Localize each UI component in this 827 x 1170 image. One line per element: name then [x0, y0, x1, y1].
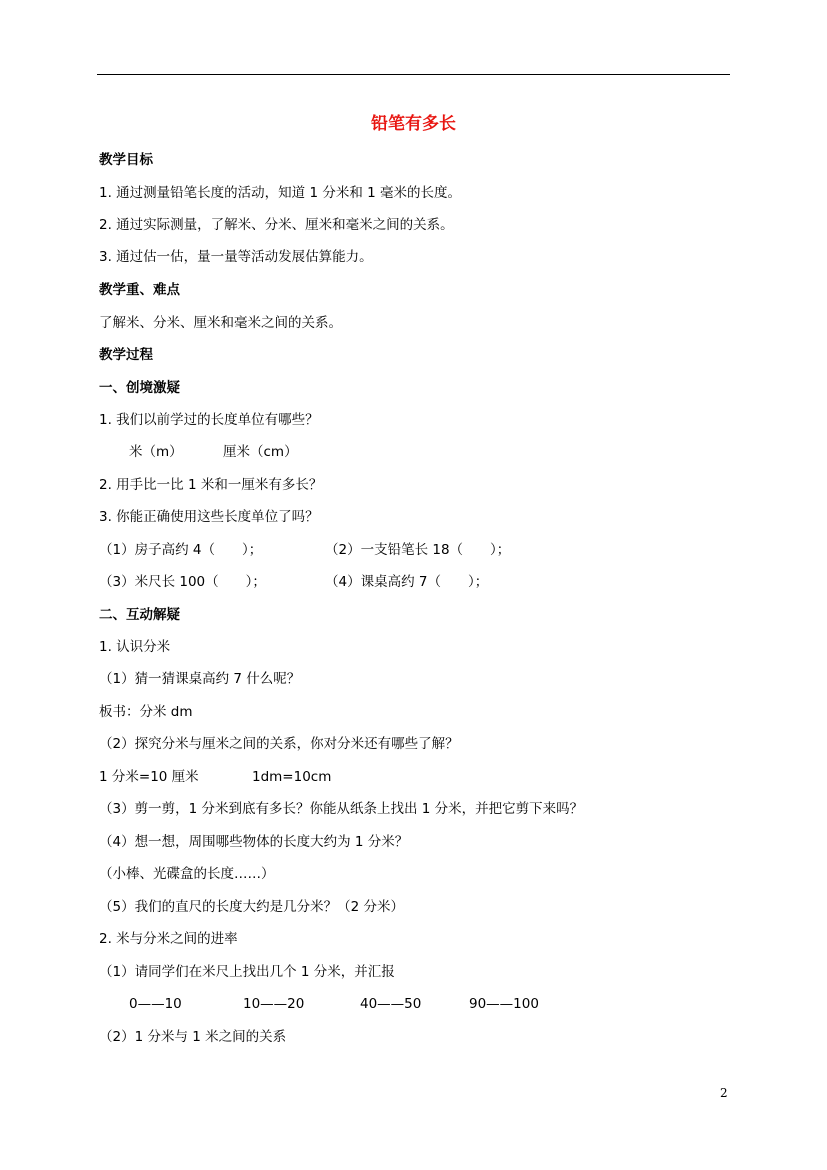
question-2: 2. 用手比一比 1 米和一厘米有多长？	[99, 477, 323, 493]
keypoints-text: 了解米、分米、厘米和毫米之间的关系。	[99, 315, 342, 331]
point-1-3: （3）剪一剪，1 分米到底有多长？你能从纸条上找出 1 分米，并把它剪下来吗？	[99, 801, 584, 817]
keypoints-heading: 教学重、难点	[99, 282, 180, 298]
unit-centimeter: 厘米（cm）	[223, 444, 298, 460]
point-1-4-answer: （小棒、光碟盒的长度……）	[99, 866, 275, 882]
page-title: 铅笔有多长	[371, 114, 456, 134]
blank-item-2: （2）一支铅笔长 18（ ）；	[325, 542, 511, 558]
point-1: 1. 认识分米	[99, 639, 171, 655]
range-1: 0——10	[129, 996, 182, 1012]
point-1-4: （4）想一想，周围哪些物体的长度大约为 1 分米？	[99, 834, 409, 850]
objectives-heading: 教学目标	[99, 152, 153, 168]
section1-heading: 一、创境激疑	[99, 380, 180, 396]
question-3: 3. 你能正确使用这些长度单位了吗？	[99, 509, 319, 525]
objective-item-3: 3. 通过估一估，量一量等活动发展估算能力。	[99, 249, 373, 265]
equation-chinese: 1 分米=10 厘米	[99, 769, 199, 785]
section2-heading: 二、互动解疑	[99, 607, 180, 623]
point-2-1: （1）请同学们在米尺上找出几个 1 分米，并汇报	[99, 964, 395, 980]
blank-item-3: （3）米尺长 100（ ）；	[99, 574, 266, 590]
equation-symbol: 1dm=10cm	[252, 769, 332, 785]
board-writing: 板书：分米 dm	[99, 704, 193, 720]
point-1-5: （5）我们的直尺的长度大约是几分米？（2 分米）	[99, 899, 404, 915]
range-4: 90——100	[469, 996, 539, 1012]
point-2: 2. 米与分米之间的进率	[99, 931, 238, 947]
range-2: 10——20	[243, 996, 305, 1012]
header-rule	[97, 74, 730, 75]
page-number: 2	[720, 1086, 728, 1100]
objective-item-1: 1. 通过测量铅笔长度的活动，知道 1 分米和 1 毫米的长度。	[99, 185, 462, 201]
objective-item-2: 2. 通过实际测量，了解米、分米、厘米和毫米之间的关系。	[99, 217, 454, 233]
point-2-2: （2）1 分米与 1 米之间的关系	[99, 1029, 287, 1045]
point-1-2: （2）探究分米与厘米之间的关系，你对分米还有哪些了解？	[99, 736, 459, 752]
question-1: 1. 我们以前学过的长度单位有哪些？	[99, 412, 319, 428]
unit-meter: 米（m）	[129, 444, 183, 460]
point-1-1: （1）猜一猜课桌高约 7 什么呢？	[99, 671, 301, 687]
blank-item-4: （4）课桌高约 7（ ）；	[325, 574, 489, 590]
process-heading: 教学过程	[99, 347, 153, 363]
blank-item-1: （1）房子高约 4（ ）；	[99, 542, 263, 558]
range-3: 40——50	[360, 996, 422, 1012]
